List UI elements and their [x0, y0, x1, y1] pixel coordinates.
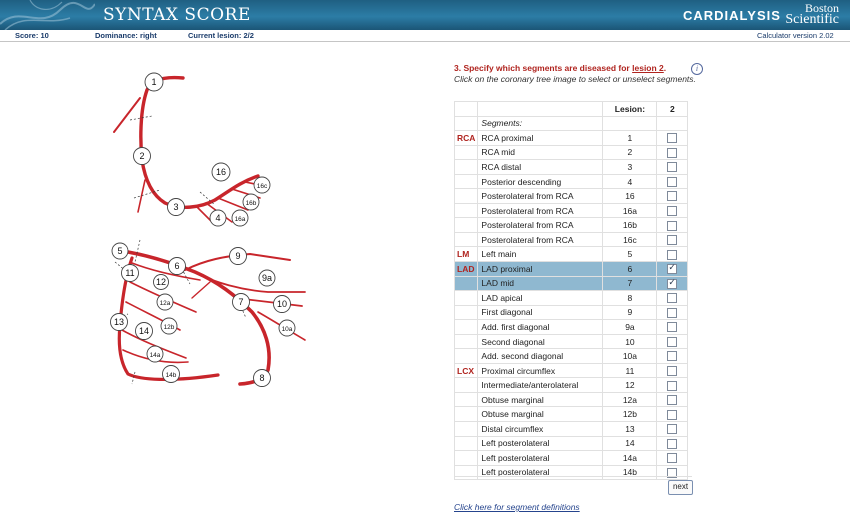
- segment-name: Left posterolateral: [478, 451, 603, 466]
- segment-checkbox[interactable]: [667, 322, 677, 332]
- segment-marker-14b[interactable]: [163, 366, 180, 383]
- status-bar: [0, 30, 850, 42]
- table-row[interactable]: [455, 320, 688, 335]
- segment-marker-label: 10a: [281, 326, 293, 333]
- artery-label: [455, 291, 478, 306]
- checkbox-cell: [657, 232, 688, 247]
- segment-number: 14b: [603, 465, 657, 480]
- segment-marker-12a[interactable]: [157, 294, 173, 310]
- checkbox-cell: [657, 291, 688, 306]
- segment-definitions-link[interactable]: Click here for segment definitions: [454, 502, 580, 512]
- artery-label: [455, 145, 478, 160]
- segment-number: 12a: [603, 392, 657, 407]
- checkbox-cell: [657, 334, 688, 349]
- segment-number: 1: [603, 131, 657, 146]
- segment-marker-label: 6: [174, 261, 180, 271]
- checkbox-cell: [657, 189, 688, 204]
- header-segment-cell: [478, 102, 603, 117]
- checkbox-cell: [657, 218, 688, 233]
- segment-marker-14[interactable]: [136, 323, 153, 340]
- segment-marker-16b[interactable]: [243, 194, 259, 210]
- segment-marker-label: 16b: [245, 200, 257, 207]
- artery-label: LAD: [455, 262, 478, 277]
- segment-name: Left main: [478, 247, 603, 262]
- checkbox-cell: [657, 305, 688, 320]
- segment-checkbox[interactable]: [667, 424, 677, 434]
- table-row[interactable]: [455, 305, 688, 320]
- checkbox-cell: [657, 247, 688, 262]
- segment-checkbox[interactable]: [667, 337, 677, 347]
- segment-marker-label: 14a: [149, 352, 161, 359]
- table-row[interactable]: [455, 232, 688, 247]
- segment-number: 13: [603, 422, 657, 437]
- segments-label-lesion-cell: [603, 116, 657, 131]
- segment-number: 9: [603, 305, 657, 320]
- partner-logo-line1: Boston: [804, 1, 839, 15]
- segment-marker-label: 2: [139, 151, 145, 161]
- segment-marker-5[interactable]: [112, 243, 128, 259]
- artery-label: [455, 349, 478, 364]
- header-lesion-label: Lesion:: [603, 102, 657, 117]
- segment-name: Distal circumflex: [478, 422, 603, 437]
- table-row[interactable]: [455, 392, 688, 407]
- segment-marker-label: 9: [235, 251, 241, 261]
- segment-marker-9[interactable]: [230, 248, 247, 265]
- segment-marker-12b[interactable]: [161, 318, 177, 334]
- segment-marker-label: 12a: [159, 300, 171, 307]
- segment-name: Second diagonal: [478, 334, 603, 349]
- segment-name: Posterior descending: [478, 174, 603, 189]
- table-row[interactable]: [455, 291, 688, 306]
- table-row[interactable]: [455, 407, 688, 422]
- table-row[interactable]: [455, 131, 688, 146]
- table-row[interactable]: [455, 218, 688, 233]
- segment-number: 16c: [603, 232, 657, 247]
- dominance-value: right: [140, 31, 157, 40]
- lad-vessel: [128, 252, 269, 384]
- table-row[interactable]: [455, 378, 688, 393]
- segment-marker-label: 11: [125, 268, 135, 278]
- segment-marker-8[interactable]: [254, 370, 271, 387]
- table-row[interactable]: [455, 422, 688, 437]
- artery-label: [455, 451, 478, 466]
- info-icon[interactable]: i: [691, 63, 703, 75]
- segment-checkbox[interactable]: [667, 279, 677, 289]
- score-value: 10: [40, 31, 49, 40]
- segment-marker-2[interactable]: [134, 148, 151, 165]
- segment-name: Left posterolateral: [478, 465, 603, 480]
- segment-name: RCA distal: [478, 160, 603, 175]
- segment-checkbox[interactable]: [667, 206, 677, 216]
- artery-label: LCX: [455, 363, 478, 378]
- header-artery-cell: [455, 102, 478, 117]
- calculator-version: Calculator version 2.02: [757, 31, 834, 40]
- segments-label-check-cell: [657, 116, 688, 131]
- table-header-row: [455, 102, 688, 117]
- segment-number: 4: [603, 174, 657, 189]
- table-row[interactable]: [455, 247, 688, 262]
- segment-checkbox[interactable]: [667, 148, 677, 158]
- segment-name: LAD mid: [478, 276, 603, 291]
- segment-marker-label: 13: [113, 317, 125, 327]
- segment-name: Left posterolateral: [478, 436, 603, 451]
- segments-label-row: [455, 116, 688, 131]
- segment-checkbox[interactable]: [667, 264, 677, 274]
- segment-marker-1[interactable]: [145, 73, 163, 91]
- score-label: Score:: [15, 31, 39, 40]
- segment-marker-16a[interactable]: [232, 210, 248, 226]
- segment-marker-label: 5: [117, 246, 123, 256]
- segment-checkbox[interactable]: [667, 439, 677, 449]
- segment-name: Obtuse marginal: [478, 392, 603, 407]
- segment-marker-13[interactable]: [111, 314, 128, 331]
- segments-label-artery-cell: [455, 116, 478, 131]
- artery-label: [455, 320, 478, 335]
- artery-label: [455, 218, 478, 233]
- table-row[interactable]: [455, 203, 688, 218]
- segment-number: 14a: [603, 451, 657, 466]
- segment-marker-4[interactable]: [210, 210, 226, 226]
- segment-name: Posterolateral from RCA: [478, 189, 603, 204]
- checkbox-cell: [657, 378, 688, 393]
- segment-name: RCA proximal: [478, 131, 603, 146]
- segment-marker-label: 16c: [256, 183, 268, 190]
- segment-checkbox[interactable]: [667, 366, 677, 376]
- lesion-indicator: [188, 31, 254, 40]
- segment-marker-6[interactable]: [169, 258, 186, 275]
- segment-marker-label: 8: [259, 373, 265, 383]
- instruction-suffix: .: [663, 63, 667, 73]
- segment-checkbox[interactable]: [667, 133, 677, 143]
- checkbox-cell: [657, 422, 688, 437]
- segment-checkbox[interactable]: [667, 162, 677, 172]
- segment-name: Obtuse marginal: [478, 407, 603, 422]
- segment-number: 3: [603, 160, 657, 175]
- segment-marker-label: 16: [215, 167, 227, 177]
- segment-marker-label: 7: [238, 297, 244, 307]
- checkbox-cell: [657, 407, 688, 422]
- segments-table: [454, 101, 688, 480]
- segment-number: 2: [603, 145, 657, 160]
- segment-checkbox[interactable]: [667, 191, 677, 201]
- segment-name: Posterolateral from RCA: [478, 232, 603, 247]
- checkbox-cell: [657, 320, 688, 335]
- segment-marker-16c[interactable]: [254, 177, 270, 193]
- artery-label: [455, 422, 478, 437]
- segment-number: 10: [603, 334, 657, 349]
- partner-logo: [777, 2, 839, 26]
- table-row[interactable]: [455, 349, 688, 364]
- partner-logo-line2: Scientific: [785, 12, 839, 27]
- segment-marker-11[interactable]: [122, 265, 139, 282]
- segment-marker-10[interactable]: [274, 296, 291, 313]
- table-row[interactable]: [455, 363, 688, 378]
- segment-checkbox[interactable]: [667, 235, 677, 245]
- segment-checkbox[interactable]: [667, 453, 677, 463]
- artery-label: [455, 174, 478, 189]
- table-row[interactable]: [455, 189, 688, 204]
- segment-number: 12: [603, 378, 657, 393]
- segment-checkbox[interactable]: [667, 250, 677, 260]
- segment-number: 6: [603, 262, 657, 277]
- segment-checkbox[interactable]: [667, 410, 677, 420]
- table-row[interactable]: [455, 174, 688, 189]
- artery-label: [455, 160, 478, 175]
- segment-checkbox[interactable]: [667, 308, 677, 318]
- segment-name: Posterolateral from RCA: [478, 203, 603, 218]
- segment-number: 5: [603, 247, 657, 262]
- checkbox-cell: [657, 451, 688, 466]
- header-lesion-number: 2: [657, 102, 688, 117]
- checkbox-cell: [657, 262, 688, 277]
- lesion-value: 2/2: [243, 31, 254, 40]
- segment-number: 8: [603, 291, 657, 306]
- segment-marker-label: 1: [151, 77, 157, 87]
- checkbox-cell: [657, 392, 688, 407]
- checkbox-cell: [657, 131, 688, 146]
- checkbox-cell: [657, 145, 688, 160]
- segment-number: 7: [603, 276, 657, 291]
- artery-label: [455, 378, 478, 393]
- segment-number: 9a: [603, 320, 657, 335]
- segment-number: 10a: [603, 349, 657, 364]
- checkbox-cell: [657, 436, 688, 451]
- segment-marker-10a[interactable]: [279, 320, 295, 336]
- segments-label: Segments:: [478, 116, 603, 131]
- instruction-hint: Click on the coronary tree image to select or unselect segments.: [454, 74, 696, 84]
- segment-name: Proximal circumflex: [478, 363, 603, 378]
- segment-marker-label: 14b: [165, 372, 177, 379]
- dominance-indicator: [95, 31, 157, 40]
- segment-marker-9a[interactable]: [259, 270, 275, 286]
- segment-checkbox[interactable]: [667, 177, 677, 187]
- segment-number: 14: [603, 436, 657, 451]
- segment-number: 16: [603, 189, 657, 204]
- table-row[interactable]: [455, 334, 688, 349]
- segment-number: 12b: [603, 407, 657, 422]
- checkbox-cell: [657, 203, 688, 218]
- lesion-link[interactable]: lesion 2: [632, 63, 664, 73]
- instruction-prefix: 3. Specify which segments are diseased for: [454, 63, 630, 73]
- lesion-label: Current lesion:: [188, 31, 242, 40]
- artery-label: RCA: [455, 131, 478, 146]
- segment-marker-16[interactable]: [212, 163, 230, 181]
- segment-name: Add. first diagonal: [478, 320, 603, 335]
- instruction-title: [454, 63, 666, 73]
- segment-checkbox[interactable]: [667, 395, 677, 405]
- segment-marker-label: 14: [138, 326, 150, 336]
- artery-label: [455, 189, 478, 204]
- segment-checkbox[interactable]: [667, 221, 677, 231]
- coronary-tree-diagram[interactable]: [100, 65, 315, 395]
- checkbox-cell: [657, 349, 688, 364]
- segment-name: RCA mid: [478, 145, 603, 160]
- sponsor-logo: CARDIALYSIS: [683, 8, 781, 23]
- segment-number: 16a: [603, 203, 657, 218]
- segment-name: Posterolateral from RCA: [478, 218, 603, 233]
- segment-marker-14a[interactable]: [147, 346, 163, 362]
- checkbox-cell: [657, 160, 688, 175]
- artery-label: [455, 203, 478, 218]
- artery-label: [455, 305, 478, 320]
- segment-name: LAD proximal: [478, 262, 603, 277]
- score-indicator: [15, 31, 49, 40]
- table-row[interactable]: [455, 160, 688, 175]
- segment-marker-label: 12: [155, 277, 167, 287]
- segments-table-container: [454, 101, 692, 480]
- segment-marker-7[interactable]: [233, 294, 250, 311]
- table-row[interactable]: [455, 262, 688, 277]
- segment-marker-label: 16a: [234, 216, 246, 223]
- header-decoration: [0, 0, 95, 30]
- segment-checkbox[interactable]: [667, 381, 677, 391]
- segment-name: Add. second diagonal: [478, 349, 603, 364]
- checkbox-cell: [657, 174, 688, 189]
- segment-checkbox[interactable]: [667, 351, 677, 361]
- artery-label: LM: [455, 247, 478, 262]
- table-row[interactable]: [455, 451, 688, 466]
- table-row[interactable]: [455, 436, 688, 451]
- segment-marker-label: 9a: [261, 273, 273, 283]
- segment-name: LAD apical: [478, 291, 603, 306]
- segment-name: First diagonal: [478, 305, 603, 320]
- app-header: [0, 0, 850, 30]
- segment-marker-label: 4: [215, 213, 221, 223]
- next-button[interactable]: next: [668, 480, 693, 495]
- artery-label: [455, 232, 478, 247]
- segment-number: 16b: [603, 218, 657, 233]
- artery-label: [455, 276, 478, 291]
- segment-marker-3[interactable]: [168, 199, 185, 216]
- checkbox-cell: [657, 363, 688, 378]
- table-row[interactable]: [455, 145, 688, 160]
- table-row[interactable]: [455, 276, 688, 291]
- segment-marker-label: 12b: [163, 324, 175, 331]
- segment-checkbox[interactable]: [667, 293, 677, 303]
- artery-label: [455, 436, 478, 451]
- app-title: SYNTAX SCORE: [103, 5, 251, 25]
- segment-marker-label: 10: [276, 299, 288, 309]
- segment-marker-label: 3: [173, 202, 179, 212]
- rca-vessel: [141, 78, 258, 208]
- segment-marker-12[interactable]: [154, 275, 169, 290]
- artery-label: [455, 407, 478, 422]
- segment-name: Intermediate/anterolateral: [478, 378, 603, 393]
- artery-label: [455, 392, 478, 407]
- artery-label: [455, 334, 478, 349]
- checkbox-cell: [657, 276, 688, 291]
- segment-number: 11: [603, 363, 657, 378]
- dominance-label: Dominance:: [95, 31, 138, 40]
- table-footer: [454, 476, 692, 496]
